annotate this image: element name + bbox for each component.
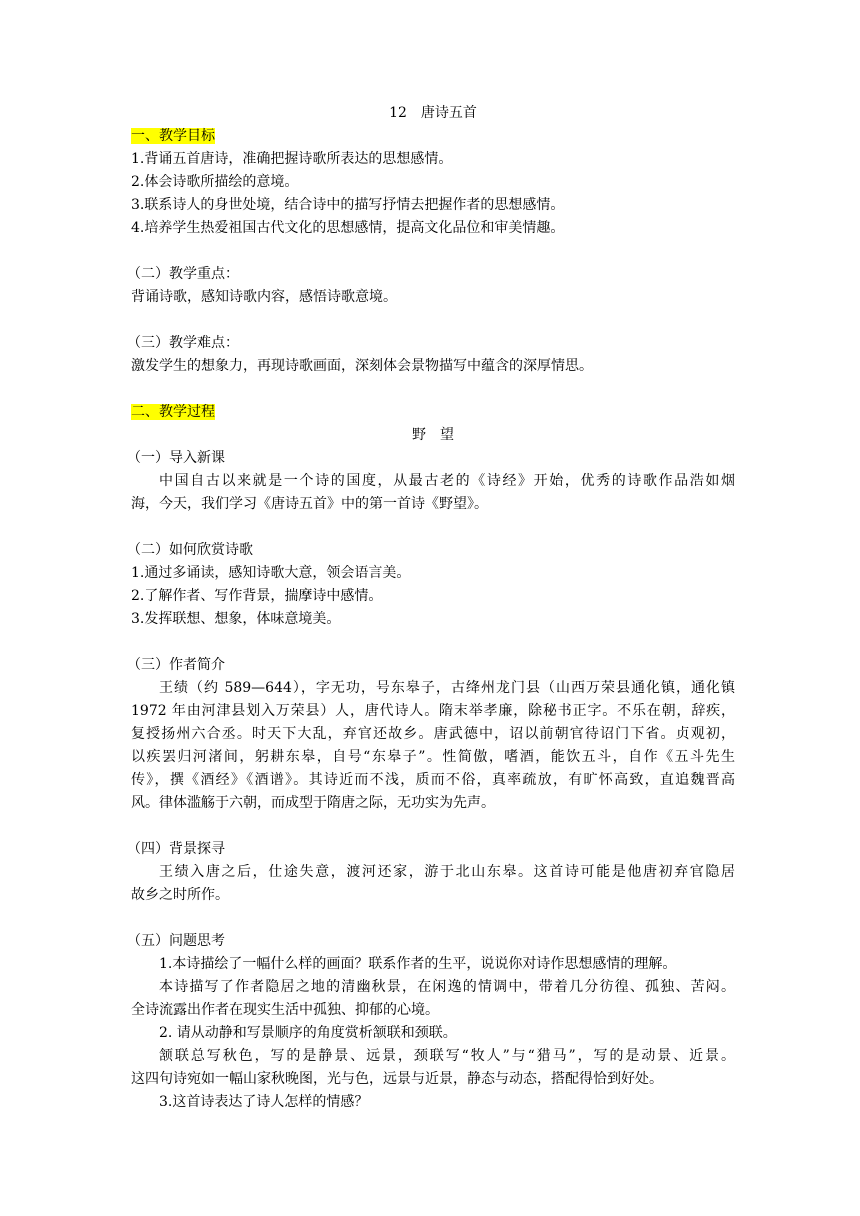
difficulty-heading: （三）教学难点： bbox=[127, 335, 239, 351]
section2-heading: 二、教学过程 bbox=[131, 404, 215, 420]
intro-heading: （一）导入新课 bbox=[127, 450, 225, 466]
goal-item: 4.培养学生热爱祖国古代文化的思想感情，提高文化品位和审美情趣。 bbox=[131, 220, 565, 236]
paragraph-line: 1972 年由河津县划入万荣县）人，唐代诗人。隋末举孝廉，除秘书正字。不乐在朝，辞疾， bbox=[131, 703, 735, 719]
section1-heading: 一、教学目标 bbox=[131, 128, 215, 144]
answer-line: 颔联总写秋色，写的是静景、远景，颈联写“牧人”与“猎马”，写的是动景、近景。 bbox=[159, 1048, 735, 1064]
paragraph-line: 故乡之时所作。 bbox=[131, 887, 229, 903]
answer-line: 本诗描写了作者隐居之地的清幽秋景，在闲逸的情调中，带着几分彷徨、孤独、苦闷。 bbox=[159, 979, 735, 995]
document-body bbox=[127, 102, 735, 1114]
paragraph-line: 王绩入唐之后，仕途失意，渡河还家，游于北山东皋。这首诗可能是他唐初弃官隐居 bbox=[159, 864, 735, 880]
list-item: 2.了解作者、写作背景，揣摩诗中感情。 bbox=[131, 588, 383, 604]
questions-heading: （五）问题思考 bbox=[127, 933, 225, 949]
appreciate-heading: （二）如何欣赏诗歌 bbox=[127, 542, 253, 558]
paragraph-line: 海，今天，我们学习《唐诗五首》中的第一首诗《野望》。 bbox=[131, 496, 488, 512]
answer-line: 这四句诗宛如一幅山家秋晚图，光与色，远景与近景，静态与动态，搭配得恰到好处。 bbox=[131, 1071, 663, 1087]
question-2: 2. 请从动静和写景顺序的角度赏析颔联和颈联。 bbox=[159, 1025, 457, 1041]
goal-item: 3.联系诗人的身世处境，结合诗中的描写抒情去把握作者的思想感情。 bbox=[131, 197, 565, 213]
list-item: 1.通过多诵读，感知诗歌大意，领会语言美。 bbox=[131, 565, 411, 581]
list-item: 3.发挥联想、想象，体味意境美。 bbox=[131, 611, 341, 627]
question-1: 1.本诗描绘了一幅什么样的画面？联系作者的生平，说说你对诗作思想感情的理解。 bbox=[159, 956, 677, 972]
paragraph-line: 复授扬州六合丞。时天下大乱，弃官还故乡。唐武德中，诏以前朝官待诏门下省。贞观初， bbox=[131, 726, 735, 742]
difficulty-text: 激发学生的想象力，再现诗歌画面，深刻体会景物描写中蕴含的深厚情思。 bbox=[131, 358, 593, 374]
poem-title: 野 望 bbox=[412, 427, 454, 443]
paragraph-line: 中国自古以来就是一个诗的国度，从最古老的《诗经》开始，优秀的诗歌作品浩如烟 bbox=[159, 473, 735, 489]
page-title: 12 唐诗五首 bbox=[389, 105, 477, 121]
paragraph-line: 风。律体滥觞于六朝，而成型于隋唐之际，无功实为先声。 bbox=[131, 795, 495, 811]
paragraph-line: 传》，撰《酒经》《酒谱》。其诗近而不浅，质而不俗，真率疏放，有旷怀高致，直追魏晋高 bbox=[131, 772, 735, 788]
key-points-heading: （二）教学重点： bbox=[127, 266, 239, 282]
paragraph-line: 以疾罢归河渚间，躬耕东皋，自号“东皋子”。性简傲，嗜酒，能饮五斗，自作《五斗先生 bbox=[131, 749, 735, 765]
paragraph-line: 王绩（约 589—644），字无功，号东皋子，古绛州龙门县（山西万荣县通化镇，通化镇 bbox=[159, 680, 735, 696]
background-heading: （四）背景探寻 bbox=[127, 841, 225, 857]
answer-line: 全诗流露出作者在现实生活中孤独、抑郁的心境。 bbox=[131, 1002, 439, 1018]
question-3: 3.这首诗表达了诗人怎样的情感？ bbox=[159, 1094, 369, 1110]
goal-item: 1.背诵五首唐诗，准确把握诗歌所表达的思想感情。 bbox=[131, 151, 453, 167]
author-heading: （三）作者简介 bbox=[127, 657, 225, 673]
goal-item: 2.体会诗歌所描绘的意境。 bbox=[131, 174, 299, 190]
key-points-text: 背诵诗歌，感知诗歌内容，感悟诗歌意境。 bbox=[131, 289, 397, 305]
